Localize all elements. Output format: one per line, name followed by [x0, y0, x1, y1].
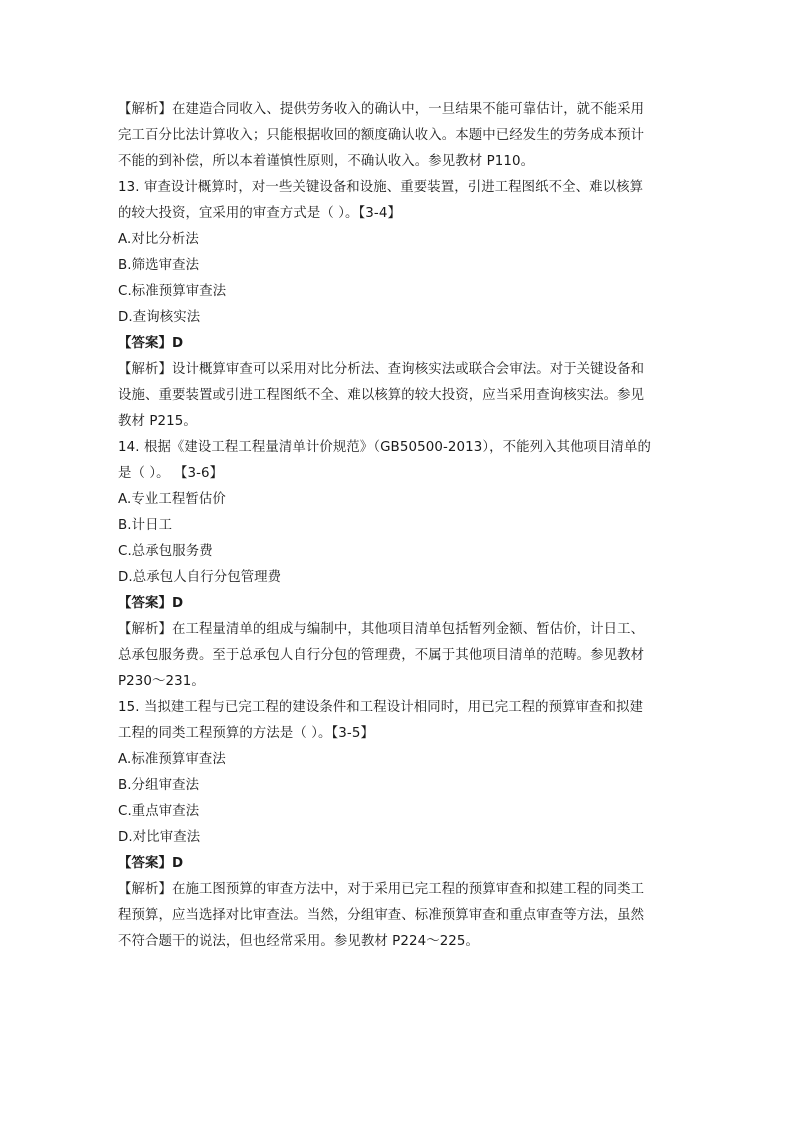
text-line: 15. 当拟建工程与已完工程的建设条件和工程设计相同时，用已完工程的预算审查和拟建	[118, 700, 644, 715]
document-body	[118, 97, 676, 955]
text-line: 的较大投资，宜采用的审查方式是（ ）。【3-4】	[118, 206, 401, 221]
text-line: 【解析】在工程量清单的组成与编制中，其他项目清单包括暂列金额、暂估价，计日工、	[118, 622, 645, 637]
text-line: 不符合题干的说法，但也经常采用。参见教材 P224～225。	[118, 934, 480, 949]
text-line: 工程的同类工程预算的方法是（ ）。【3-5】	[118, 726, 374, 741]
text-line: D.查询核实法	[118, 310, 201, 325]
text-line: A.专业工程暂估价	[118, 492, 226, 507]
text-line: A.标准预算审查法	[118, 752, 226, 767]
text-line: C.重点审查法	[118, 804, 200, 819]
text-line: B.筛选审查法	[118, 258, 200, 273]
text-line: C.总承包服务费	[118, 544, 213, 559]
text-line: B.计日工	[118, 518, 173, 533]
text-line: 程预算，应当选择对比审查法。当然，分组审查、标准预算审查和重点审查等方法，虽然	[118, 908, 645, 923]
text-line: 【解析】在建造合同收入、提供劳务收入的确认中，一旦结果不能可靠估计，就不能采用	[118, 102, 645, 117]
text-line: 不能的到补偿，所以本着谨慎性原则，不确认收入。参见教材 P110。	[118, 154, 535, 169]
text-line: 设施、重要装置或引进工程图纸不全、难以核算的较大投资，应当采用查询核实法。参见	[118, 388, 645, 403]
text-line: B.分组审查法	[118, 778, 200, 793]
text-line: C.标准预算审查法	[118, 284, 227, 299]
text-line: 完工百分比法计算收入；只能根据收回的额度确认收入。本题中已经发生的劳务成本预计	[118, 128, 645, 143]
text-line: 14. 根据《建设工程工程量清单计价规范》（GB50500-2013），不能列入其他项目清单的	[118, 440, 652, 455]
text-line: 【解析】设计概算审查可以采用对比分析法、查询核实法或联合会审法。对于关键设备和	[118, 362, 645, 377]
answer-line: 【答案】D	[118, 596, 184, 611]
text-line: 教材 P215。	[118, 414, 197, 429]
text-line: 是（ ）。 【3-6】	[118, 466, 224, 481]
text-line: 总承包服务费。至于总承包人自行分包的管理费，不属于其他项目清单的范畴。参见教材	[118, 648, 645, 663]
answer-line: 【答案】D	[118, 336, 184, 351]
text-line: D.对比审查法	[118, 830, 201, 845]
answer-line: 【答案】D	[118, 856, 184, 871]
text-line: 13. 审查设计概算时，对一些关键设备和设施、重要装置，引进工程图纸不全、难以核算	[118, 180, 644, 195]
text-line: 【解析】在施工图预算的审查方法中，对于采用已完工程的预算审查和拟建工程的同类工	[118, 882, 645, 897]
text-line: A.对比分析法	[118, 232, 199, 247]
text-line: P230～231。	[118, 674, 205, 689]
text-line: D.总承包人自行分包管理费	[118, 570, 282, 585]
